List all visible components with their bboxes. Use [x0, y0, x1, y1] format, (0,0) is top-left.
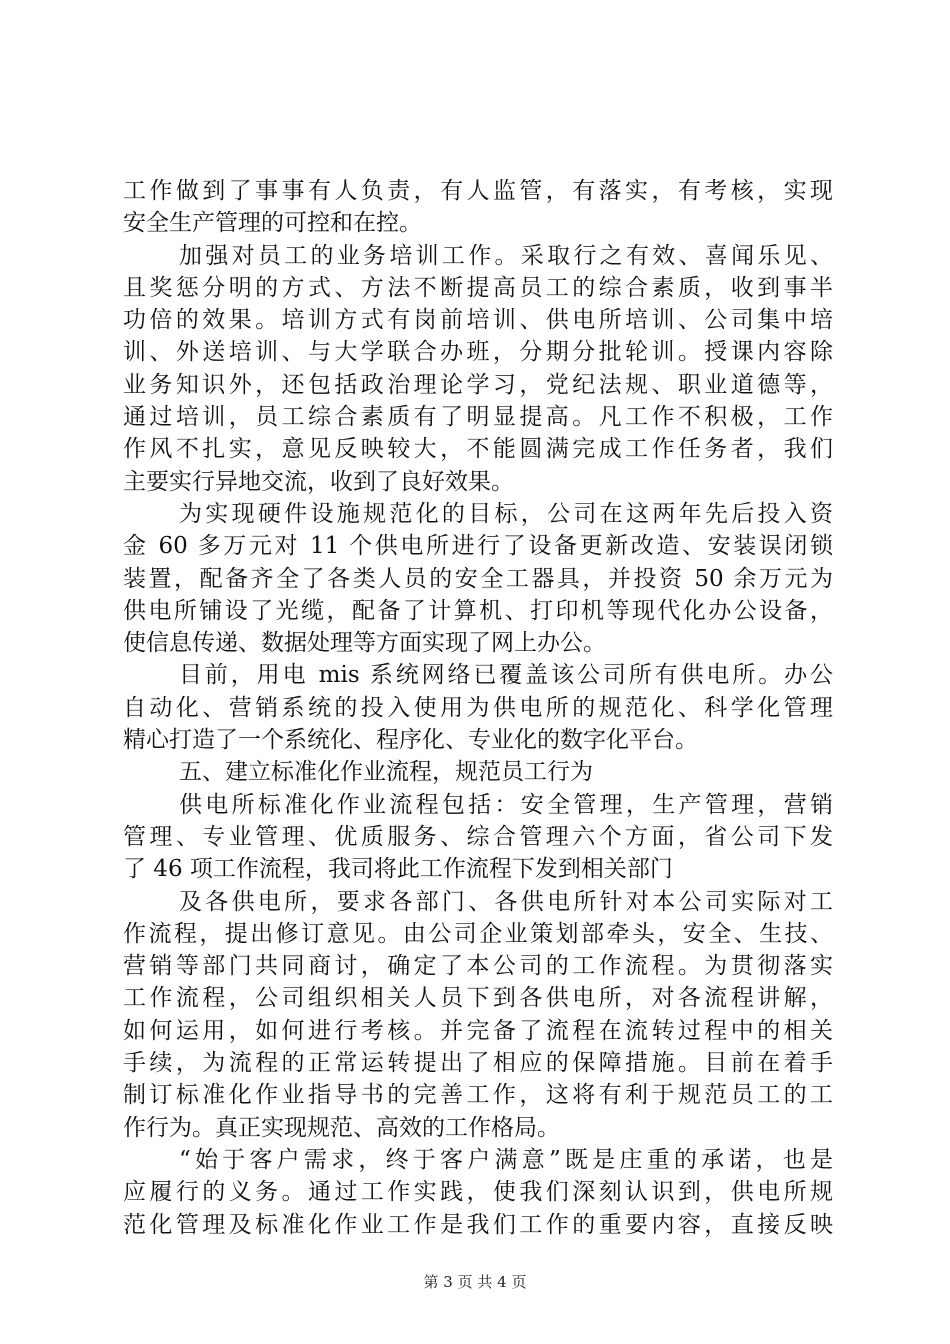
text-line: 通过培训，员工综合素质有了明显提高。凡工作不积极，工作 [123, 404, 833, 431]
text-line: 且奖惩分明的方式、方法不断提高员工的综合素质，收到事半 [123, 274, 833, 301]
text-line: 工作流程，公司组织相关人员下到各供电所，对各流程讲解， [123, 985, 833, 1012]
document-body [123, 175, 833, 1241]
text-line: 自动化、营销系统的投入使用为供电所的规范化、科学化管理 [123, 694, 833, 721]
text-line: 管理、专业管理、优质服务、综合管理六个方面，省公司下发 [123, 823, 833, 850]
text-line: 功倍的效果。培训方式有岗前培训、供电所培训、公司集中培 [123, 307, 833, 334]
text-line: 工作做到了事事有人负责，有人监管，有落实，有考核，实现 [123, 178, 833, 204]
text-line: 作行为。真正实现规范、高效的工作格局。 [123, 1114, 560, 1141]
text-line: 五、建立标准化作业流程，规范员工行为 [179, 759, 593, 786]
text-line: 手续，为流程的正常运转提出了相应的保障措施。目前在着手 [123, 1050, 833, 1077]
text-line: 范化管理及标准化作业工作是我们工作的重要内容，直接反映 [123, 1211, 833, 1238]
text-line: 为实现硬件设施规范化的目标，公司在这两年先后投入资 [179, 500, 833, 527]
text-line: 装置，配备齐全了各类人员的安全工器具，并投资 50 余万元为 [123, 565, 833, 592]
text-line: 业务知识外，还包括政治理论学习，党纪法规、职业道德等， [123, 371, 833, 398]
text-line: 营销等部门共同商讨，确定了本公司的工作流程。为贯彻落实 [123, 953, 833, 980]
text-line: 作风不扎实，意见反映较大，不能圆满完成工作任务者，我们 [123, 436, 833, 463]
text-line: 了 46 项工作流程，我司将此工作流程下发到相关部门 [123, 856, 673, 883]
text-line: 训、外送培训、与大学联合办班，分期分批轮训。授课内容除 [123, 339, 833, 366]
text-line: “始于客户需求，终于客户满意”既是庄重的承诺，也是 [179, 1146, 833, 1173]
text-line: 使信息传递、数据处理等方面实现了网上办公。 [123, 630, 606, 657]
text-line: 安全生产管理的可控和在控。 [123, 210, 422, 237]
text-line: 及各供电所，要求各部门、各供电所针对本公司实际对工 [179, 888, 833, 915]
text-line: 供电所铺设了光缆，配备了计算机、打印机等现代化办公设备， [123, 597, 833, 624]
text-line: 作流程，提出修订意见。由公司企业策划部牵头，安全、生技、 [123, 920, 833, 947]
text-line: 加强对员工的业务培训工作。采取行之有效、喜闻乐见、 [179, 242, 833, 269]
text-line: 如何运用，如何进行考核。并完备了流程在流转过程中的相关 [123, 1017, 833, 1044]
text-line: 供电所标准化作业流程包括：安全管理，生产管理，营销 [179, 791, 833, 818]
text-line: 目前，用电 mis 系统网络已覆盖该公司所有供电所。办公 [179, 662, 833, 689]
page-footer: 第 3 页 共 4 页 [423, 1273, 527, 1291]
text-line: 应履行的义务。通过工作实践，使我们深刻认识到，供电所规 [123, 1179, 833, 1206]
text-line: 主要实行异地交流，收到了良好效果。 [123, 468, 514, 495]
text-line: 制订标准化作业指导书的完善工作，这将有利于规范员工的工 [123, 1082, 833, 1109]
text-line: 精心打造了一个系统化、程序化、专业化的数字化平台。 [123, 727, 698, 754]
text-line: 金 60 多万元对 11 个供电所进行了设备更新改造、安装误闭锁 [123, 533, 833, 560]
